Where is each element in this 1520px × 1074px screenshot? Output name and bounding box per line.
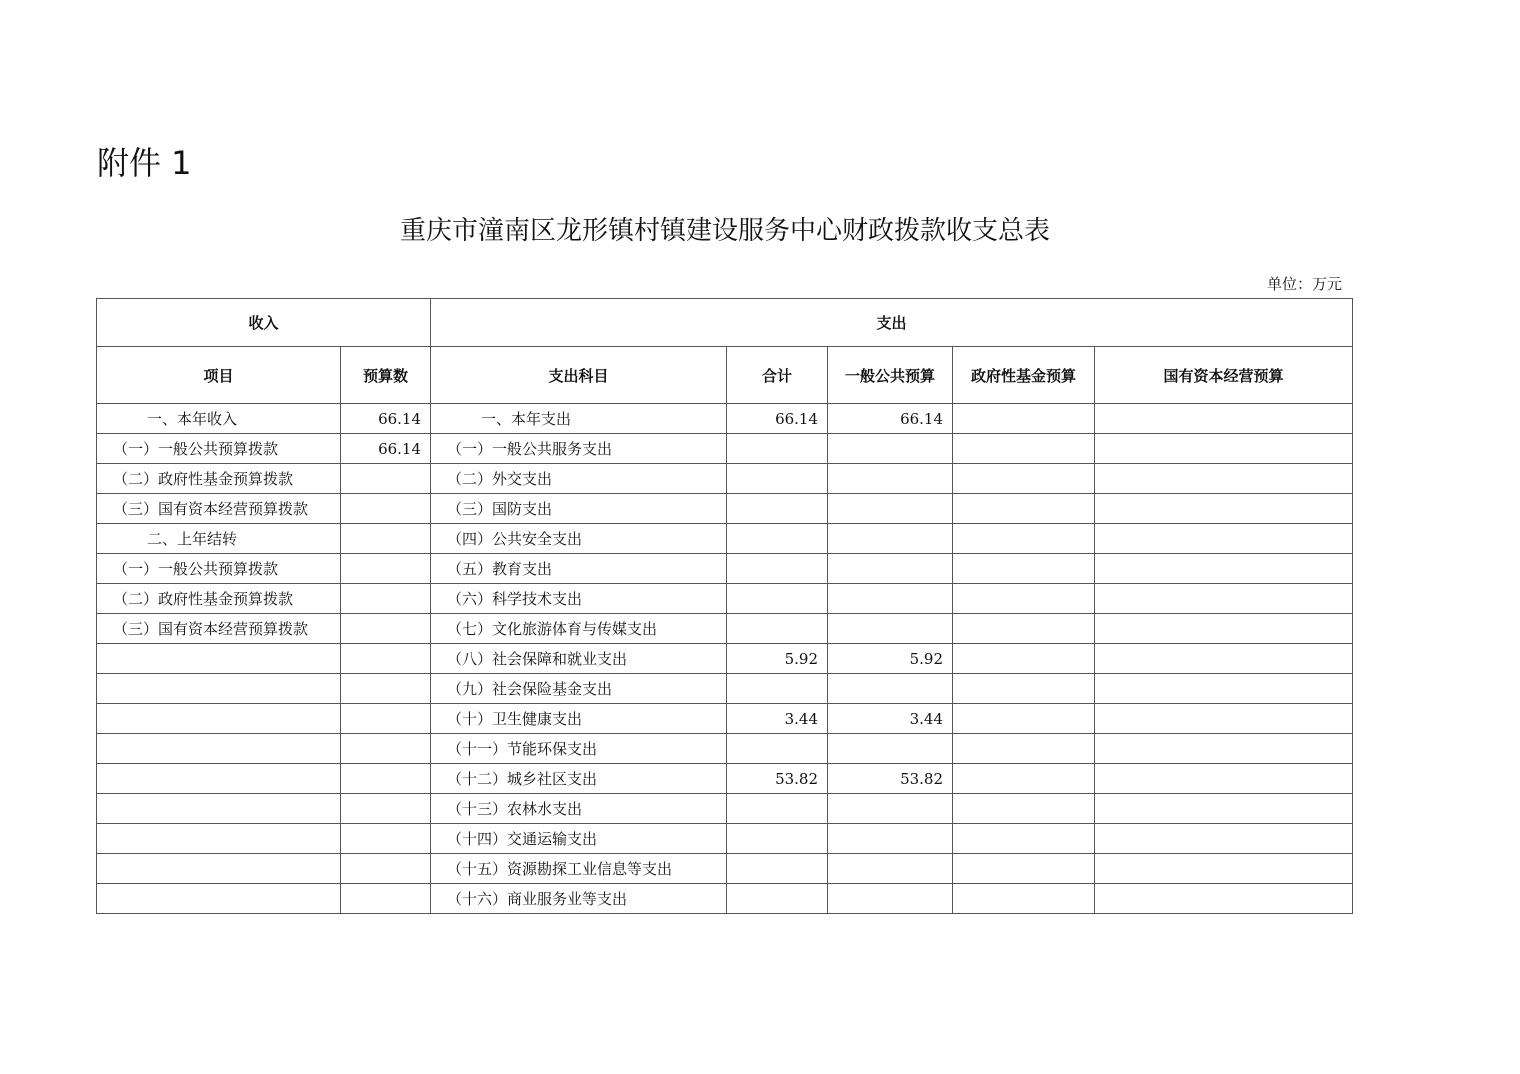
budget-cell: 66.14	[341, 404, 431, 434]
fund-budget-cell	[953, 704, 1095, 734]
total-cell	[727, 884, 828, 914]
general-budget-cell	[828, 464, 953, 494]
item-cell: （一）一般公共预算拨款	[97, 554, 341, 584]
subject-cell: （十）卫生健康支出	[431, 704, 727, 734]
state-capital-cell	[1095, 734, 1353, 764]
state-capital-cell	[1095, 494, 1353, 524]
item-cell: 一、本年收入	[97, 404, 341, 434]
item-cell: 二、上年结转	[97, 524, 341, 554]
general-budget-cell	[828, 434, 953, 464]
fund-budget-cell	[953, 494, 1095, 524]
budget-cell	[341, 824, 431, 854]
total-cell	[727, 464, 828, 494]
general-budget-cell: 3.44	[828, 704, 953, 734]
table-row	[97, 644, 1353, 674]
budget-cell	[341, 764, 431, 794]
subject-cell: （十三）农林水支出	[431, 794, 727, 824]
general-budget-cell	[828, 524, 953, 554]
fund-budget-cell	[953, 434, 1095, 464]
col-header-state: 国有资本经营预算	[1095, 347, 1353, 404]
fund-budget-cell	[953, 764, 1095, 794]
table-row	[97, 734, 1353, 764]
general-budget-cell: 5.92	[828, 644, 953, 674]
fund-budget-cell	[953, 734, 1095, 764]
attachment-label: 附件 1	[97, 144, 192, 182]
item-cell: （二）政府性基金预算拨款	[97, 464, 341, 494]
budget-cell	[341, 734, 431, 764]
fund-budget-cell	[953, 464, 1095, 494]
fund-budget-cell	[953, 674, 1095, 704]
fund-budget-cell	[953, 854, 1095, 884]
header-row-group	[97, 299, 1353, 347]
total-cell	[727, 434, 828, 464]
subject-cell: （四）公共安全支出	[431, 524, 727, 554]
general-budget-cell	[828, 584, 953, 614]
subject-cell: （九）社会保险基金支出	[431, 674, 727, 704]
budget-cell	[341, 494, 431, 524]
subject-cell: （十二）城乡社区支出	[431, 764, 727, 794]
page-title: 重庆市潼南区龙形镇村镇建设服务中心财政拨款收支总表	[399, 216, 1050, 246]
general-budget-cell	[828, 614, 953, 644]
table-row	[97, 494, 1353, 524]
col-header-fund: 政府性基金预算	[953, 347, 1095, 404]
table-row	[97, 794, 1353, 824]
general-budget-cell	[828, 674, 953, 704]
state-capital-cell	[1095, 584, 1353, 614]
header-row-columns	[97, 347, 1353, 404]
total-cell	[727, 554, 828, 584]
table-row	[97, 764, 1353, 794]
col-header-budget: 预算数	[341, 347, 431, 404]
subject-cell: （五）教育支出	[431, 554, 727, 584]
item-cell: （一）一般公共预算拨款	[97, 434, 341, 464]
general-budget-cell: 66.14	[828, 404, 953, 434]
budget-table	[96, 298, 1353, 914]
general-budget-cell	[828, 884, 953, 914]
budget-cell	[341, 854, 431, 884]
fund-budget-cell	[953, 584, 1095, 614]
total-cell	[727, 854, 828, 884]
budget-cell	[341, 554, 431, 584]
state-capital-cell	[1095, 854, 1353, 884]
item-cell	[97, 884, 341, 914]
item-cell	[97, 854, 341, 884]
budget-cell: 66.14	[341, 434, 431, 464]
fund-budget-cell	[953, 614, 1095, 644]
table-row	[97, 434, 1353, 464]
general-budget-cell: 53.82	[828, 764, 953, 794]
state-capital-cell	[1095, 674, 1353, 704]
budget-cell	[341, 704, 431, 734]
item-cell	[97, 824, 341, 854]
subject-cell: 一、本年支出	[431, 404, 727, 434]
table-row	[97, 854, 1353, 884]
budget-cell	[341, 794, 431, 824]
table-row	[97, 824, 1353, 854]
table-row	[97, 404, 1353, 434]
table-row	[97, 524, 1353, 554]
table-row	[97, 884, 1353, 914]
fund-budget-cell	[953, 524, 1095, 554]
state-capital-cell	[1095, 614, 1353, 644]
budget-cell	[341, 884, 431, 914]
state-capital-cell	[1095, 524, 1353, 554]
item-cell	[97, 764, 341, 794]
budget-cell	[341, 464, 431, 494]
subject-cell: （七）文化旅游体育与传媒支出	[431, 614, 727, 644]
fund-budget-cell	[953, 794, 1095, 824]
total-cell: 53.82	[727, 764, 828, 794]
table-row	[97, 584, 1353, 614]
general-budget-cell	[828, 554, 953, 584]
fund-budget-cell	[953, 554, 1095, 584]
income-header: 收入	[97, 299, 431, 347]
fund-budget-cell	[953, 884, 1095, 914]
item-cell: （三）国有资本经营预算拨款	[97, 614, 341, 644]
total-cell: 66.14	[727, 404, 828, 434]
item-cell: （三）国有资本经营预算拨款	[97, 494, 341, 524]
state-capital-cell	[1095, 764, 1353, 794]
total-cell	[727, 734, 828, 764]
state-capital-cell	[1095, 404, 1353, 434]
total-cell	[727, 674, 828, 704]
budget-cell	[341, 524, 431, 554]
state-capital-cell	[1095, 704, 1353, 734]
total-cell: 5.92	[727, 644, 828, 674]
subject-cell: （十一）节能环保支出	[431, 734, 727, 764]
total-cell	[727, 614, 828, 644]
col-header-subject: 支出科目	[431, 347, 727, 404]
subject-cell: （十六）商业服务业等支出	[431, 884, 727, 914]
fund-budget-cell	[953, 404, 1095, 434]
item-cell	[97, 644, 341, 674]
subject-cell: （三）国防支出	[431, 494, 727, 524]
general-budget-cell	[828, 794, 953, 824]
col-header-item: 项目	[97, 347, 341, 404]
budget-cell	[341, 584, 431, 614]
table-row	[97, 614, 1353, 644]
subject-cell: （六）科学技术支出	[431, 584, 727, 614]
subject-cell: （二）外交支出	[431, 464, 727, 494]
subject-cell: （十四）交通运输支出	[431, 824, 727, 854]
unit-label: 单位：万元	[1266, 275, 1342, 293]
col-header-general: 一般公共预算	[828, 347, 953, 404]
item-cell	[97, 704, 341, 734]
expense-header: 支出	[431, 299, 1353, 347]
col-header-total: 合计	[727, 347, 828, 404]
state-capital-cell	[1095, 554, 1353, 584]
table-row	[97, 464, 1353, 494]
fund-budget-cell	[953, 644, 1095, 674]
state-capital-cell	[1095, 644, 1353, 674]
subject-cell: （一）一般公共服务支出	[431, 434, 727, 464]
fund-budget-cell	[953, 824, 1095, 854]
state-capital-cell	[1095, 464, 1353, 494]
total-cell: 3.44	[727, 704, 828, 734]
total-cell	[727, 584, 828, 614]
total-cell	[727, 524, 828, 554]
total-cell	[727, 494, 828, 524]
total-cell	[727, 824, 828, 854]
table-row	[97, 554, 1353, 584]
item-cell: （二）政府性基金预算拨款	[97, 584, 341, 614]
general-budget-cell	[828, 494, 953, 524]
state-capital-cell	[1095, 794, 1353, 824]
subject-cell: （八）社会保障和就业支出	[431, 644, 727, 674]
item-cell	[97, 674, 341, 704]
state-capital-cell	[1095, 434, 1353, 464]
general-budget-cell	[828, 824, 953, 854]
general-budget-cell	[828, 854, 953, 884]
subject-cell: （十五）资源勘探工业信息等支出	[431, 854, 727, 884]
state-capital-cell	[1095, 824, 1353, 854]
total-cell	[727, 794, 828, 824]
budget-cell	[341, 674, 431, 704]
table-row	[97, 674, 1353, 704]
general-budget-cell	[828, 734, 953, 764]
item-cell	[97, 734, 341, 764]
item-cell	[97, 794, 341, 824]
table-row	[97, 704, 1353, 734]
budget-cell	[341, 644, 431, 674]
budget-cell	[341, 614, 431, 644]
state-capital-cell	[1095, 884, 1353, 914]
